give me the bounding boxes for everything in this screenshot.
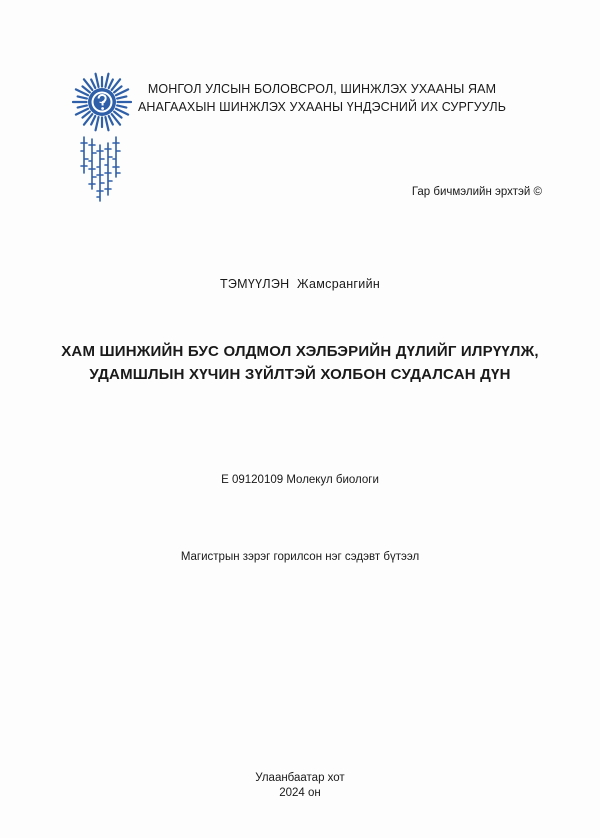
year: 2024 он — [279, 787, 321, 799]
author-surname: ТЭМҮҮЛЭН — [219, 277, 290, 291]
mongolian-script-name-icon — [76, 133, 130, 207]
place-and-year — [0, 771, 600, 801]
university-name: АНАГААХЫН ШИНЖЛЭХ УХААНЫ ҮНДЭСНИЙ ИХ СУРГУУЛЬ — [137, 100, 507, 114]
thesis-title — [30, 340, 570, 386]
ministry-name: МОНГОЛ УЛСЫН БОЛОВСРОЛ, ШИНЖЛЭХ УХААНЫ ЯАМ — [147, 82, 497, 96]
city: Улаанбаатар хот — [255, 772, 345, 784]
institution-header — [132, 80, 512, 116]
specialty-code: Е 09120109 Молекул биологи — [221, 474, 379, 486]
university-emblem-icon — [72, 72, 132, 132]
author-given-name: Жамсрангийн — [297, 277, 381, 291]
thesis-title-line-2: УДАМШЛЫН ХҮЧИН ЗҮЙЛТЭЙ ХОЛБОН СУДАЛСАН ДҮН — [89, 366, 511, 383]
copyright-note: Гар бичмэлийн эрхтэй © — [411, 186, 542, 198]
author-name — [0, 277, 600, 291]
thesis-title-line-1: ХАМ ШИНЖИЙН БУС ОЛДМОЛ ХЭЛБЭРИЙН ДҮЛИЙГ ИЛРҮҮЛЖ, — [61, 343, 539, 360]
degree-note: Магистрын зэрэг горилсон нэг сэдэвт бүтээл — [180, 551, 420, 563]
